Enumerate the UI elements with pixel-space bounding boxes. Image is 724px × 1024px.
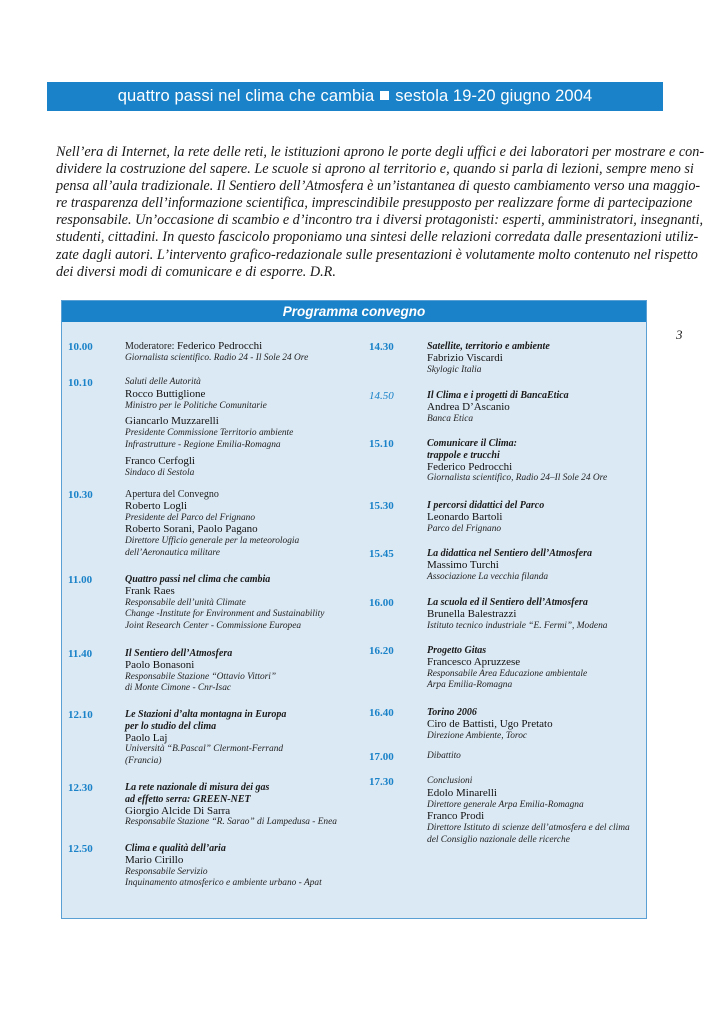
entry-speaker: Leonardo Bartoli: [427, 510, 503, 523]
entry-content: [427, 707, 667, 742]
entry-time: 17.30: [369, 776, 394, 788]
entry-affiliation: Infrastrutture - Regione Emilia-Romagna: [125, 439, 281, 450]
entry-content: [427, 390, 667, 425]
entry-content: [427, 597, 667, 632]
entry-time: 10.00: [68, 341, 93, 353]
entry-affiliation: Arpa Emilia-Romagna: [427, 680, 513, 691]
entry-speaker: Brunella Balestrazzi: [427, 607, 517, 620]
entry-speaker: Giorgio Alcide Di Sarra: [125, 804, 231, 817]
entry-affiliation: Direttore generale Arpa Emilia-Romagna: [427, 799, 584, 810]
entry-affiliation: Ministro per le Politiche Comunitarie: [125, 400, 267, 411]
entry-affiliation: Change -Institute for Environment and Sustainability: [125, 609, 325, 620]
entry-speaker: Federico Pedrocchi: [176, 340, 263, 352]
entry-time: 12.10: [68, 709, 93, 721]
entry-affiliation: Dibattito: [427, 751, 461, 761]
entry-affiliation: Banca Etica: [427, 413, 474, 424]
square-bullet-icon: [380, 91, 389, 100]
entry-title: per lo studio del clima: [125, 720, 217, 732]
entry-title: trappole e trucchi: [427, 449, 500, 461]
entry-time: 10.10: [68, 377, 93, 389]
entry-speaker: Andrea D’Ascanio: [427, 400, 510, 413]
entry-affiliation: Direttore Ufficio generale per la meteorologia: [125, 536, 300, 547]
banner-title-left: quattro passi nel clima che cambia: [117, 87, 375, 105]
entry-speaker: Roberto Sorani, Paolo Pagano: [125, 523, 258, 536]
entry-title: I percorsi didattici del Parco: [427, 500, 545, 511]
entry-title: Torino 2006: [427, 707, 477, 718]
entry-affiliation: Responsabile Stazione “R. Sarao” di Lampedusa - Enea: [125, 817, 337, 828]
entry-affiliation: del Consiglio nazionale delle ricerche: [427, 834, 570, 845]
entry-time: 17.00: [369, 751, 394, 763]
header-banner: [47, 82, 663, 111]
entry-content: [125, 648, 365, 695]
entry-affiliation: Istituto tecnico industriale “E. Fermi”, Modena: [427, 620, 608, 631]
entry-content: [427, 341, 667, 376]
entry-affiliation: Giornalista scientifico, Radio 24–Il Sole 24 Ore: [427, 473, 608, 484]
intro-line: Nell’era di Internet, la rete delle reti, le istituzioni aprono le porte degli uffici e dei laboratori per mostrare e con-: [56, 144, 705, 160]
entry-speaker: Fabrizio Viscardi: [427, 351, 503, 364]
entry-affiliation: Direzione Ambiente, Toroc: [427, 730, 528, 741]
entry-time: 15.10: [369, 438, 394, 450]
entry-title: Satellite, territorio e ambiente: [427, 341, 550, 352]
entry-speaker: Paolo Bonasoni: [125, 658, 195, 671]
entry-time: 15.30: [369, 500, 394, 512]
intro-line: pensa all’aula tradizionale. Il Sentiero dell’Atmosfera è un’istantanea di questo cambiamento verso una maggio-: [56, 178, 701, 195]
entry-speaker: Mario Cirillo: [125, 853, 184, 866]
entry-time: 15.45: [369, 548, 394, 560]
entry-title: Il Clima e i progetti di BancaEtica: [427, 390, 569, 401]
entry-affiliation: Saluti delle Autorità: [125, 377, 201, 387]
program-box: [61, 300, 647, 919]
entry-affiliation: Sindaco di Sestola: [125, 467, 195, 478]
entry-speaker: Frank Raes: [125, 584, 175, 597]
entry-speaker: Francesco Apruzzese: [427, 655, 521, 668]
entry-content: [125, 782, 365, 829]
entry-time: 11.40: [68, 648, 93, 660]
entry-affiliation: Direttore Istituto di scienze dell’atmosfera e del clima: [427, 823, 630, 834]
intro-line: dei diversi modi di comunicare e di esporre. D.R.: [56, 263, 336, 280]
entry-affiliation: Associazione La vecchia filanda: [427, 571, 549, 582]
intro-line: responsabile. Un’occasione di scambio e d’incontro tra i diversi protagonisti: esperti, amministratori, insegnanti,: [56, 212, 704, 229]
entry-time: 12.30: [68, 782, 93, 794]
intro-line: re trasparenza dell’informazione scientifica, imprescindibile presupposto per realizzare forme di partecipazione: [56, 195, 693, 212]
entry-speaker: Edolo Minarelli: [427, 786, 497, 799]
entry-speaker: Franco Cerfogli: [125, 454, 195, 467]
entry-content: [125, 709, 365, 768]
entry-content: [427, 548, 667, 583]
entry-content: [125, 377, 365, 479]
entry-label: Apertura del Convegno: [125, 489, 219, 500]
entry-affiliation: (Francia): [125, 756, 162, 767]
entry-title: Clima e qualità dell’aria: [125, 843, 226, 854]
entry-title: Progetto Gitas: [427, 645, 487, 656]
entry-affiliation: Responsabile Area Educazione ambientale: [427, 668, 588, 679]
entry-affiliation: Joint Research Center - Commissione Europea: [125, 621, 302, 632]
entry-time: 11.00: [68, 574, 93, 586]
entry-affiliation: Conclusioni: [427, 776, 473, 786]
entry-speaker: Giancarlo Muzzarelli: [125, 415, 219, 428]
entry-speaker: Paolo Laj: [125, 731, 168, 744]
entry-time: 16.20: [369, 645, 394, 657]
entry-speaker: Ciro de Battisti, Ugo Pretato: [427, 717, 553, 730]
intro-line: zate dagli autori. L’intervento grafico-redazionale sulle presentazioni è volutamente molto contenuto nel rispetto: [56, 246, 698, 263]
page-number: 3: [676, 327, 683, 342]
entry-affiliation: Skylogic Italia: [427, 364, 482, 375]
entry-speaker: Roberto Logli: [125, 499, 188, 512]
entry-affiliation: Giornalista scientifico. Radio 24 - Il Sole 24 Ore: [125, 352, 309, 363]
entry-speaker: Federico Pedrocchi: [427, 460, 513, 473]
entry-title: ad effetto serra: GREEN-NET: [125, 793, 251, 805]
entry-content: [427, 645, 667, 692]
entry-affiliation: Inquinamento atmosferico e ambiente urbano - Apat: [125, 878, 322, 889]
banner-title-right: sestola 19-20 giugno 2004: [395, 87, 593, 105]
entry-speaker: Massimo Turchi: [427, 558, 499, 571]
entry-affiliation: Presidente del Parco del Frignano: [125, 512, 256, 523]
entry-time: 12.50: [68, 843, 93, 855]
entry-title: Le Stazioni d’alta montagna in Europa: [125, 709, 287, 720]
entry-affiliation: dell’Aeronautica militare: [125, 547, 220, 558]
entry-affiliation: di Monte Cimone - Cnr-Isac: [125, 683, 232, 694]
entry-content: [125, 574, 365, 633]
entry-title: Il Sentiero dell’Atmosfera: [125, 648, 233, 659]
entry-title: Comunicare il Clima:: [427, 438, 518, 449]
entry-content: [125, 843, 365, 890]
entry-content: [427, 438, 667, 485]
entry-affiliation: Presidente Commissione Territorio ambiente: [125, 428, 294, 439]
entry-affiliation: Responsabile dell’unità Climate: [125, 597, 246, 608]
entry-time: 14.30: [369, 341, 394, 353]
intro-line: studenti, cittadini. In questo fascicolo proponiamo una sintesi delle relazioni corredata dalle presentazioni utiliz-: [56, 229, 699, 246]
entry-affiliation: Responsabile Servizio: [125, 866, 208, 877]
entry-content: [427, 776, 667, 847]
entry-title: La rete nazionale di misura dei gas: [125, 782, 270, 793]
entry-affiliation: Parco del Frignano: [427, 523, 502, 534]
entry-title: Quattro passi nel clima che cambia: [125, 574, 271, 585]
intro-line: dividere la costruzione del sapere. Le scuole si aprono al territorio e, quando si parla di lezioni, sempre meno si: [56, 161, 694, 178]
entry-time: 16.40: [369, 707, 394, 719]
entry-moderator: [125, 341, 365, 353]
entry-label: Moderatore:: [125, 341, 177, 352]
entry-content: [427, 500, 667, 535]
entry-affiliation: Responsabile Stazione “Ottavio Vittori”: [125, 671, 277, 682]
banner-title: [118, 87, 593, 106]
intro-paragraph: [56, 144, 705, 281]
entry-title: La didattica nel Sentiero dell’Atmosfera: [427, 548, 592, 559]
entry-speaker: Franco Prodi: [427, 810, 485, 823]
entry-time: 10.30: [68, 489, 93, 501]
entry-content: [125, 489, 365, 560]
entry-content: [125, 341, 365, 365]
entry-time: 16.00: [369, 597, 394, 609]
entry-title: La scuola ed il Sentiero dell’Atmosfera: [427, 597, 588, 608]
entry-affiliation: Università “B.Pascal” Clermont-Ferrand: [125, 744, 284, 755]
program-title: Programma convegno: [62, 301, 646, 322]
entry-content: [427, 751, 667, 763]
entry-time: 14.50: [369, 390, 394, 402]
entry-speaker: Rocco Buttiglione: [125, 387, 206, 400]
